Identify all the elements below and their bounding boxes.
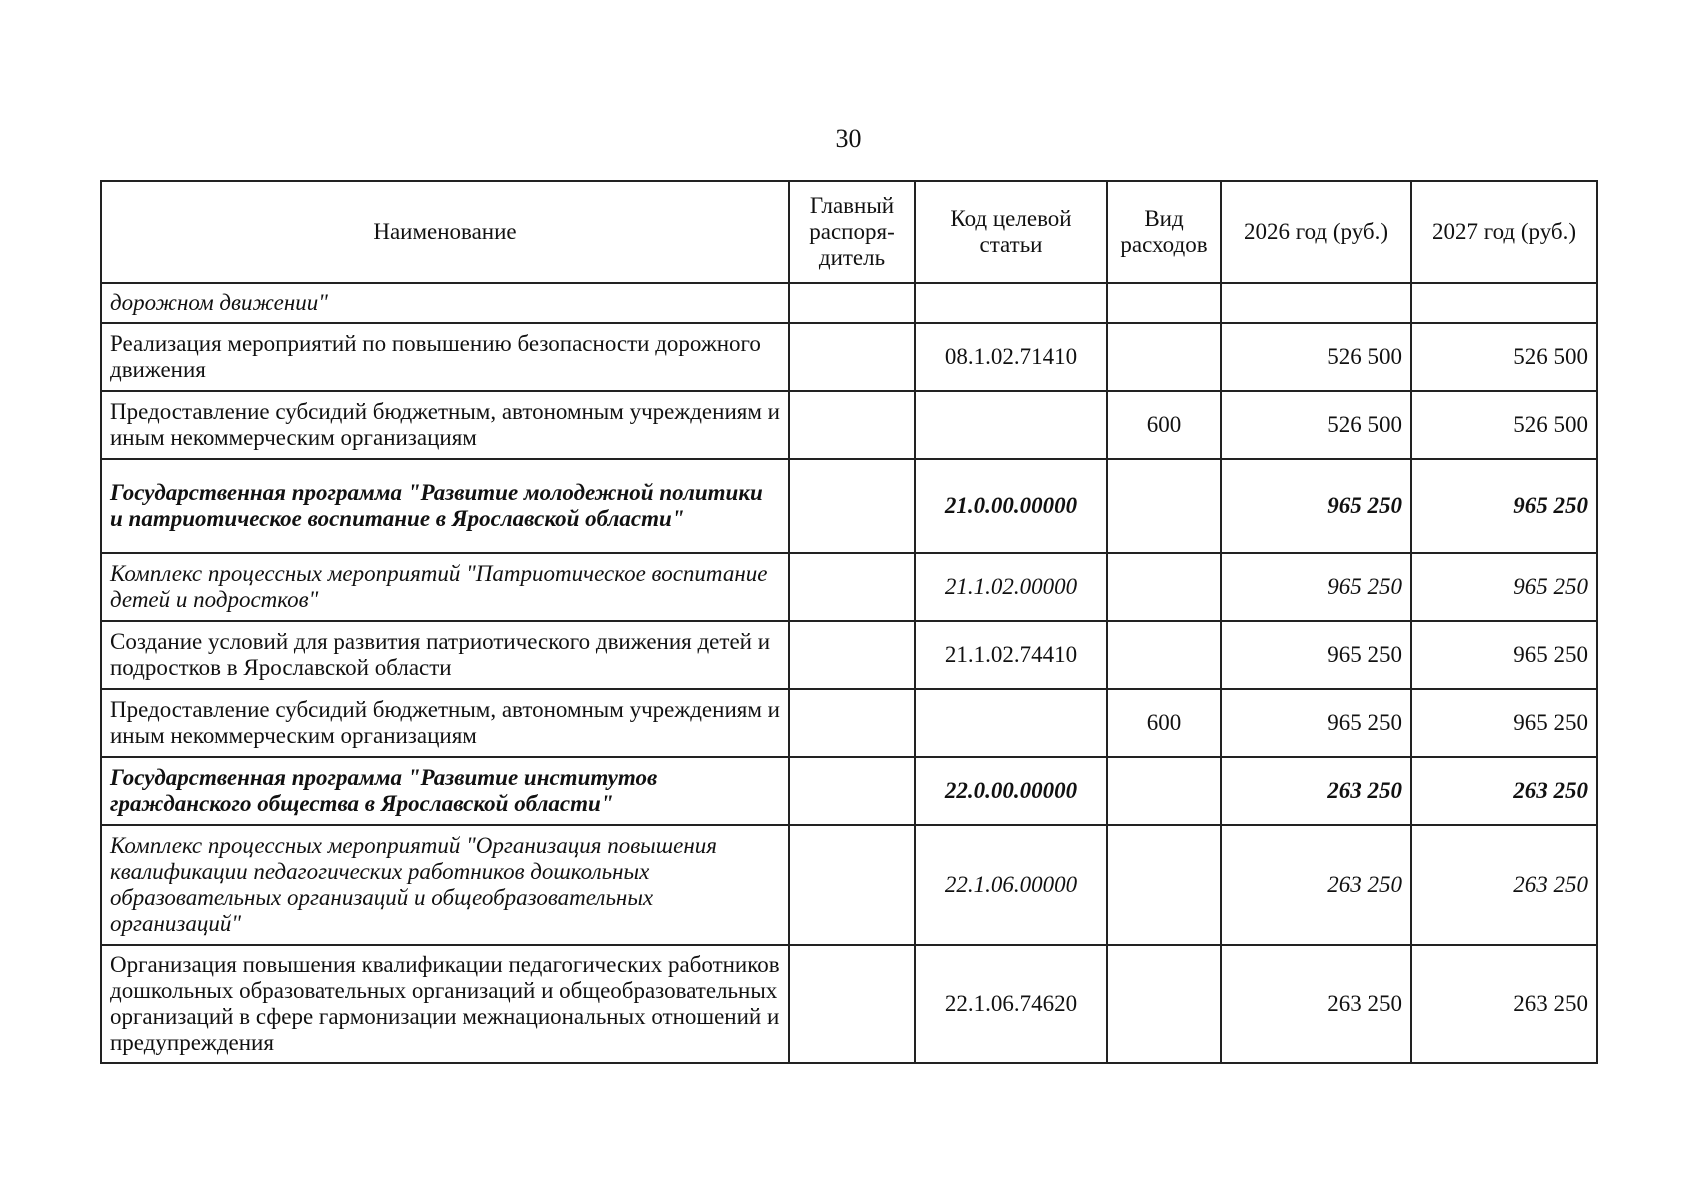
row-target-code-cell — [915, 283, 1107, 323]
row-name-cell: Предоставление субсидий бюджетным, автономным учреждениям и иным некоммерческим организациям — [101, 689, 789, 757]
row-2026-cell: 965 250 — [1221, 689, 1411, 757]
row-expense-kind-cell: 600 — [1107, 689, 1221, 757]
row-main-manager-cell — [789, 553, 915, 621]
row-main-manager-cell — [789, 689, 915, 757]
table-row — [101, 757, 1597, 825]
row-expense-kind-cell — [1107, 757, 1221, 825]
row-target-code-cell — [915, 391, 1107, 459]
header-2027: 2027 год (руб.) — [1411, 181, 1597, 283]
row-target-code-cell: 21.1.02.74410 — [915, 621, 1107, 689]
table-row — [101, 323, 1597, 391]
row-2027-cell: 965 250 — [1411, 459, 1597, 553]
row-name-cell: Организация повышения квалификации педагогических работников дошкольных образовательных организаций и общеобразовательных организаций в сфере гармонизации межнациональных отношений и предупреждения — [101, 945, 789, 1063]
row-2026-cell: 965 250 — [1221, 553, 1411, 621]
table-row — [101, 553, 1597, 621]
row-2026-cell: 526 500 — [1221, 391, 1411, 459]
row-target-code-cell: 08.1.02.71410 — [915, 323, 1107, 391]
row-expense-kind-cell — [1107, 621, 1221, 689]
page-number: 30 — [835, 124, 862, 153]
row-main-manager-cell — [789, 945, 915, 1063]
row-name-cell: дорожном движении" — [101, 283, 789, 323]
row-2027-cell: 526 500 — [1411, 323, 1597, 391]
row-name-cell: Создание условий для развития патриотического движения детей и подростков в Ярославской области — [101, 621, 789, 689]
row-expense-kind-cell: 600 — [1107, 391, 1221, 459]
row-expense-kind-cell — [1107, 945, 1221, 1063]
row-2026-cell: 965 250 — [1221, 621, 1411, 689]
header-2026: 2026 год (руб.) — [1221, 181, 1411, 283]
row-2027-cell: 965 250 — [1411, 689, 1597, 757]
row-2027-cell — [1411, 283, 1597, 323]
row-2026-cell: 526 500 — [1221, 323, 1411, 391]
row-2026-cell — [1221, 283, 1411, 323]
budget-table — [100, 180, 1598, 1064]
row-main-manager-cell — [789, 391, 915, 459]
row-expense-kind-cell — [1107, 553, 1221, 621]
table-header-row — [101, 181, 1597, 283]
table-row — [101, 459, 1597, 553]
table-row — [101, 825, 1597, 945]
row-target-code-cell: 21.0.00.00000 — [915, 459, 1107, 553]
row-2027-cell: 526 500 — [1411, 391, 1597, 459]
row-2026-cell: 965 250 — [1221, 459, 1411, 553]
row-main-manager-cell — [789, 757, 915, 825]
row-main-manager-cell — [789, 621, 915, 689]
row-2027-cell: 965 250 — [1411, 553, 1597, 621]
row-2027-cell: 965 250 — [1411, 621, 1597, 689]
table-row — [101, 689, 1597, 757]
row-2027-cell: 263 250 — [1411, 757, 1597, 825]
header-target-code: Код целевой статьи — [915, 181, 1107, 283]
row-name-cell: Государственная программа "Развитие институтов гражданского общества в Ярославской области" — [101, 757, 789, 825]
row-name-cell: Комплекс процессных мероприятий "Патриотическое воспитание детей и подростков" — [101, 553, 789, 621]
table-row — [101, 621, 1597, 689]
header-expense-kind: Вид расходов — [1107, 181, 1221, 283]
row-expense-kind-cell — [1107, 459, 1221, 553]
row-target-code-cell: 22.1.06.74620 — [915, 945, 1107, 1063]
row-2026-cell: 263 250 — [1221, 825, 1411, 945]
row-2027-cell: 263 250 — [1411, 945, 1597, 1063]
row-target-code-cell: 22.1.06.00000 — [915, 825, 1107, 945]
row-main-manager-cell — [789, 459, 915, 553]
row-expense-kind-cell — [1107, 323, 1221, 391]
row-expense-kind-cell — [1107, 283, 1221, 323]
row-target-code-cell: 21.1.02.00000 — [915, 553, 1107, 621]
row-name-cell: Комплекс процессных мероприятий "Организация повышения квалификации педагогических работников дошкольных образовательных организаций и общеобразовательных организаций" — [101, 825, 789, 945]
row-name-cell: Государственная программа "Развитие молодежной политики и патриотическое воспитание в Ярославской области" — [101, 459, 789, 553]
row-2026-cell: 263 250 — [1221, 757, 1411, 825]
row-name-cell: Реализация мероприятий по повышению безопасности дорожного движения — [101, 323, 789, 391]
row-expense-kind-cell — [1107, 825, 1221, 945]
table-row — [101, 945, 1597, 1063]
row-name-cell: Предоставление субсидий бюджетным, автономным учреждениям и иным некоммерческим организациям — [101, 391, 789, 459]
header-name: Наименование — [101, 181, 789, 283]
table-row — [101, 283, 1597, 323]
row-2027-cell: 263 250 — [1411, 825, 1597, 945]
table-body — [101, 283, 1597, 1063]
table-row — [101, 391, 1597, 459]
row-main-manager-cell — [789, 825, 915, 945]
row-2026-cell: 263 250 — [1221, 945, 1411, 1063]
row-target-code-cell: 22.0.00.00000 — [915, 757, 1107, 825]
header-main-manager: Главный распоря-дитель — [789, 181, 915, 283]
row-main-manager-cell — [789, 283, 915, 323]
row-target-code-cell — [915, 689, 1107, 757]
row-main-manager-cell — [789, 323, 915, 391]
